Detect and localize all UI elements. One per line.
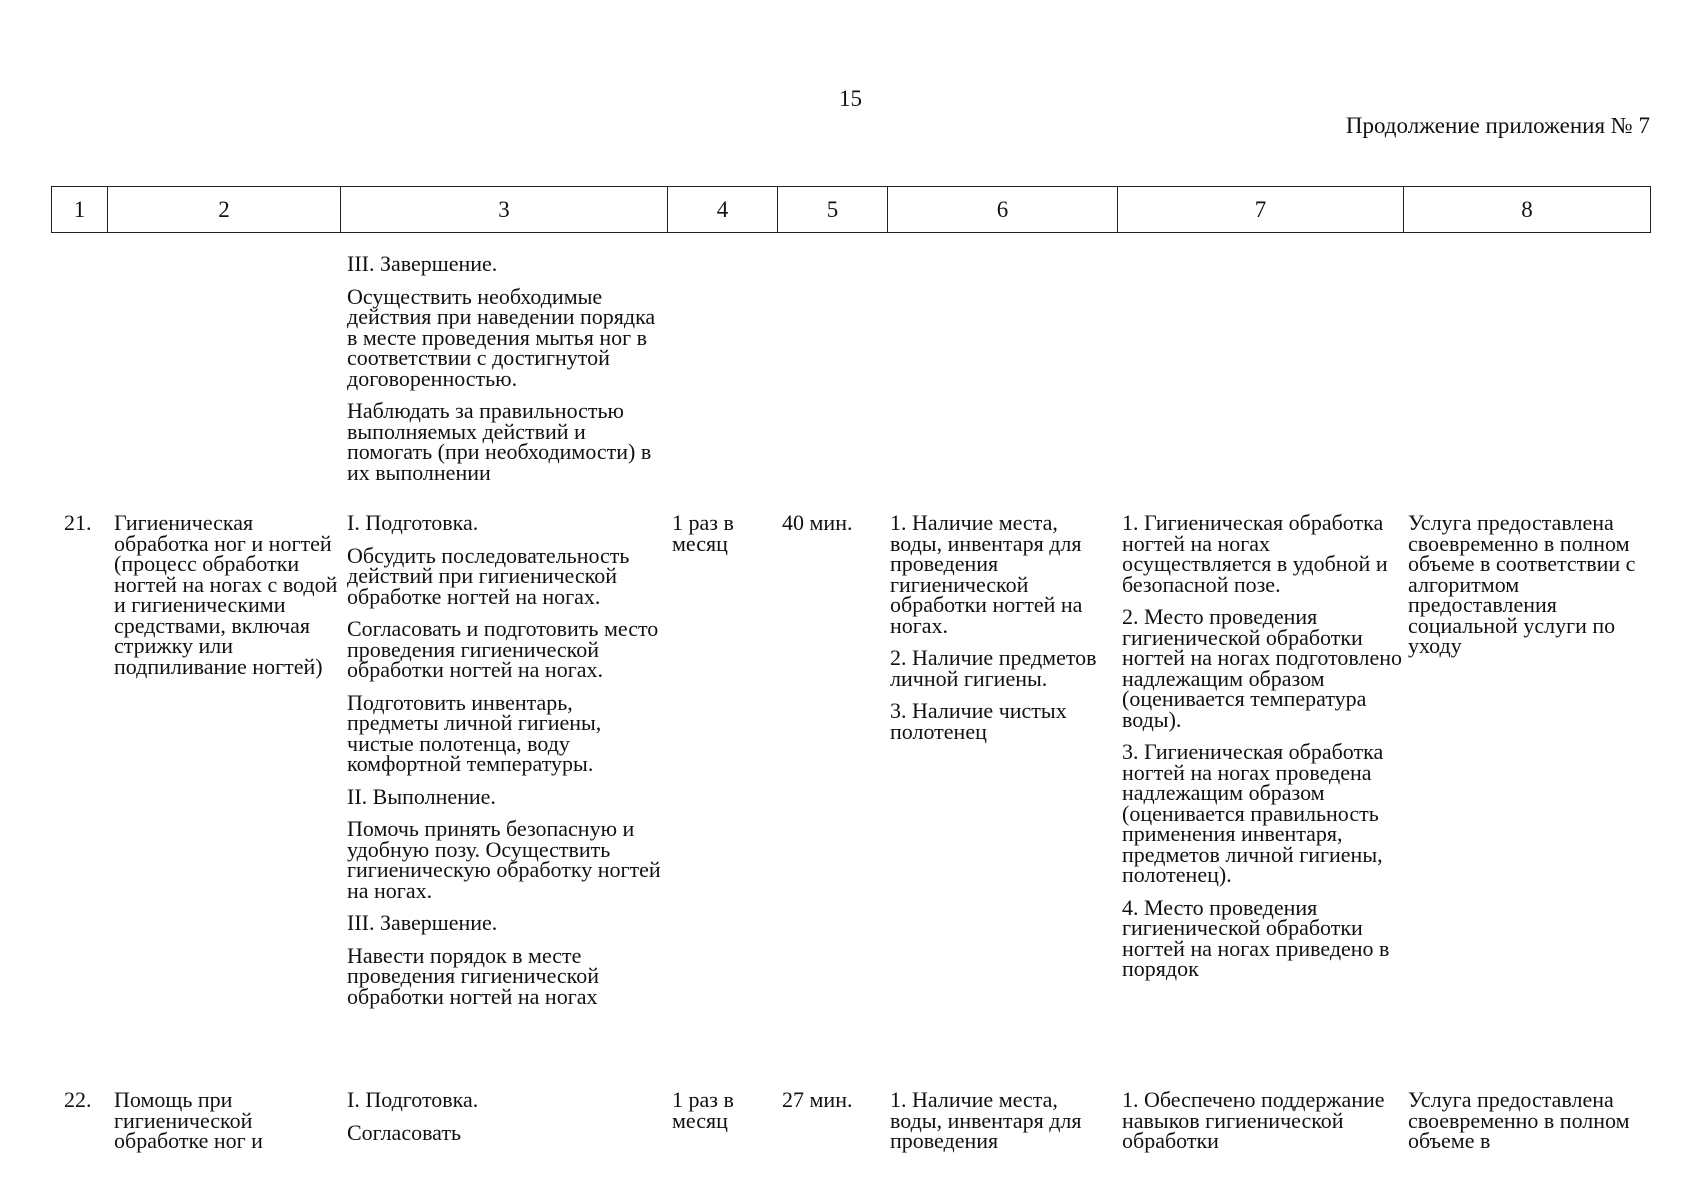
step-text: III. Завершение.: [347, 910, 498, 935]
column-header-8: 8: [1404, 187, 1651, 233]
step-text: III. Завершение.: [347, 251, 498, 276]
row-22-conditions: [890, 1087, 1112, 1153]
row-22-duration: 27 мин.: [782, 1087, 853, 1112]
step-text: I. Подготовка.: [347, 1087, 479, 1112]
column-header-1: 1: [52, 187, 108, 233]
row-22-results: [1122, 1087, 1402, 1153]
result-text: 1. Обеспечено поддержание навыков гигиенической обработки: [1122, 1087, 1385, 1153]
step-text: II. Выполнение.: [347, 783, 496, 809]
step-text: Обсудить последовательность действий при гигиенической обработке ногтей на ногах.: [347, 542, 630, 609]
step-text: Согласовать: [347, 1119, 462, 1145]
condition-text: 1. Наличие места, воды, инвентаря для проведения гигиенической обработки ногтей на ногах.: [890, 510, 1083, 638]
row-21-results: [1122, 510, 1403, 981]
row-21-number: 21.: [64, 510, 92, 535]
column-header-3: 3: [341, 187, 668, 233]
row-22-evaluation: Услуга предоставлена своевременно в полном объеме в: [1408, 1087, 1630, 1153]
result-text: 4. Место проведения гигиенической обработки ногтей на ногах приведено в порядок: [1122, 894, 1390, 981]
column-header-7: 7: [1118, 187, 1404, 233]
row-22-service-name: Помощь при гигиенической обработке ног и: [114, 1087, 263, 1153]
step-text: Осуществить необходимые действия при наведении порядка в месте проведения мытья ног в соответствии с достигнутой договоренностью.: [347, 283, 656, 391]
column-header-4: 4: [668, 187, 778, 233]
condition-text: 2. Наличие предметов личной гигиены.: [890, 645, 1097, 691]
row-21-service-name: Гигиеническая обработка ног и ногтей (процесс обработки ногтей на ногах с водой и гигиеническими средствами, включая стрижку или подпиливание ногтей): [114, 510, 338, 679]
column-header-2: 2: [108, 187, 341, 233]
step-text: Помочь принять безопасную и удобную позу. Осуществить гигиеническую обработку ногтей на ногах.: [347, 816, 661, 903]
row-22-steps: [347, 1087, 667, 1145]
step-text: Навести порядок в месте проведения гигиенической обработки ногтей на ногах: [347, 942, 600, 1009]
step-text: Подготовить инвентарь, предметы личной гигиены, чистые полотенца, воду комфортной температуры.: [347, 689, 602, 776]
column-header-5: 5: [778, 187, 888, 233]
step-text: Наблюдать за правильностью выполняемых действий и помогать (при необходимости) в их выполнении: [347, 398, 652, 485]
row-21-frequency: 1 раз в месяц: [672, 510, 734, 556]
row-21-steps: [347, 510, 667, 1009]
condition-text: 3. Наличие чистых полотенец: [890, 698, 1067, 744]
step-text: Согласовать и подготовить место проведения гигиенической обработки ногтей на ногах.: [347, 616, 659, 682]
row-22-number: 22.: [64, 1087, 92, 1112]
result-text: 1. Гигиеническая обработка ногтей на ногах осуществляется в удобной и безопасной позе.: [1122, 510, 1388, 597]
row-21-duration: 40 мин.: [782, 510, 853, 535]
row-22-frequency: 1 раз в месяц: [672, 1087, 734, 1133]
column-header-6: 6: [888, 187, 1118, 233]
result-text: 3. Гигиеническая обработка ногтей на ногах проведена надлежащим образом (оценивается правильность применения инвентаря, предметов личной гигиены, полотенец).: [1122, 739, 1384, 887]
row-21-conditions: [890, 510, 1112, 744]
appendix-title: Продолжение приложения № 7: [1345, 113, 1650, 138]
page-number: 15: [839, 86, 862, 111]
row-21-evaluation: Услуга предоставлена своевременно в полном объеме в соответствии с алгоритмом предоставления социальной услуги по уходу: [1408, 510, 1636, 658]
column-number-header: [51, 186, 1651, 233]
condition-text: 1. Наличие места, воды, инвентаря для проведения: [890, 1087, 1082, 1153]
row-0-steps: [347, 251, 667, 485]
step-text: I. Подготовка.: [347, 510, 479, 535]
result-text: 2. Место проведения гигиенической обработки ногтей на ногах подготовлено надлежащим образом (оценивается температура воды).: [1122, 604, 1403, 732]
